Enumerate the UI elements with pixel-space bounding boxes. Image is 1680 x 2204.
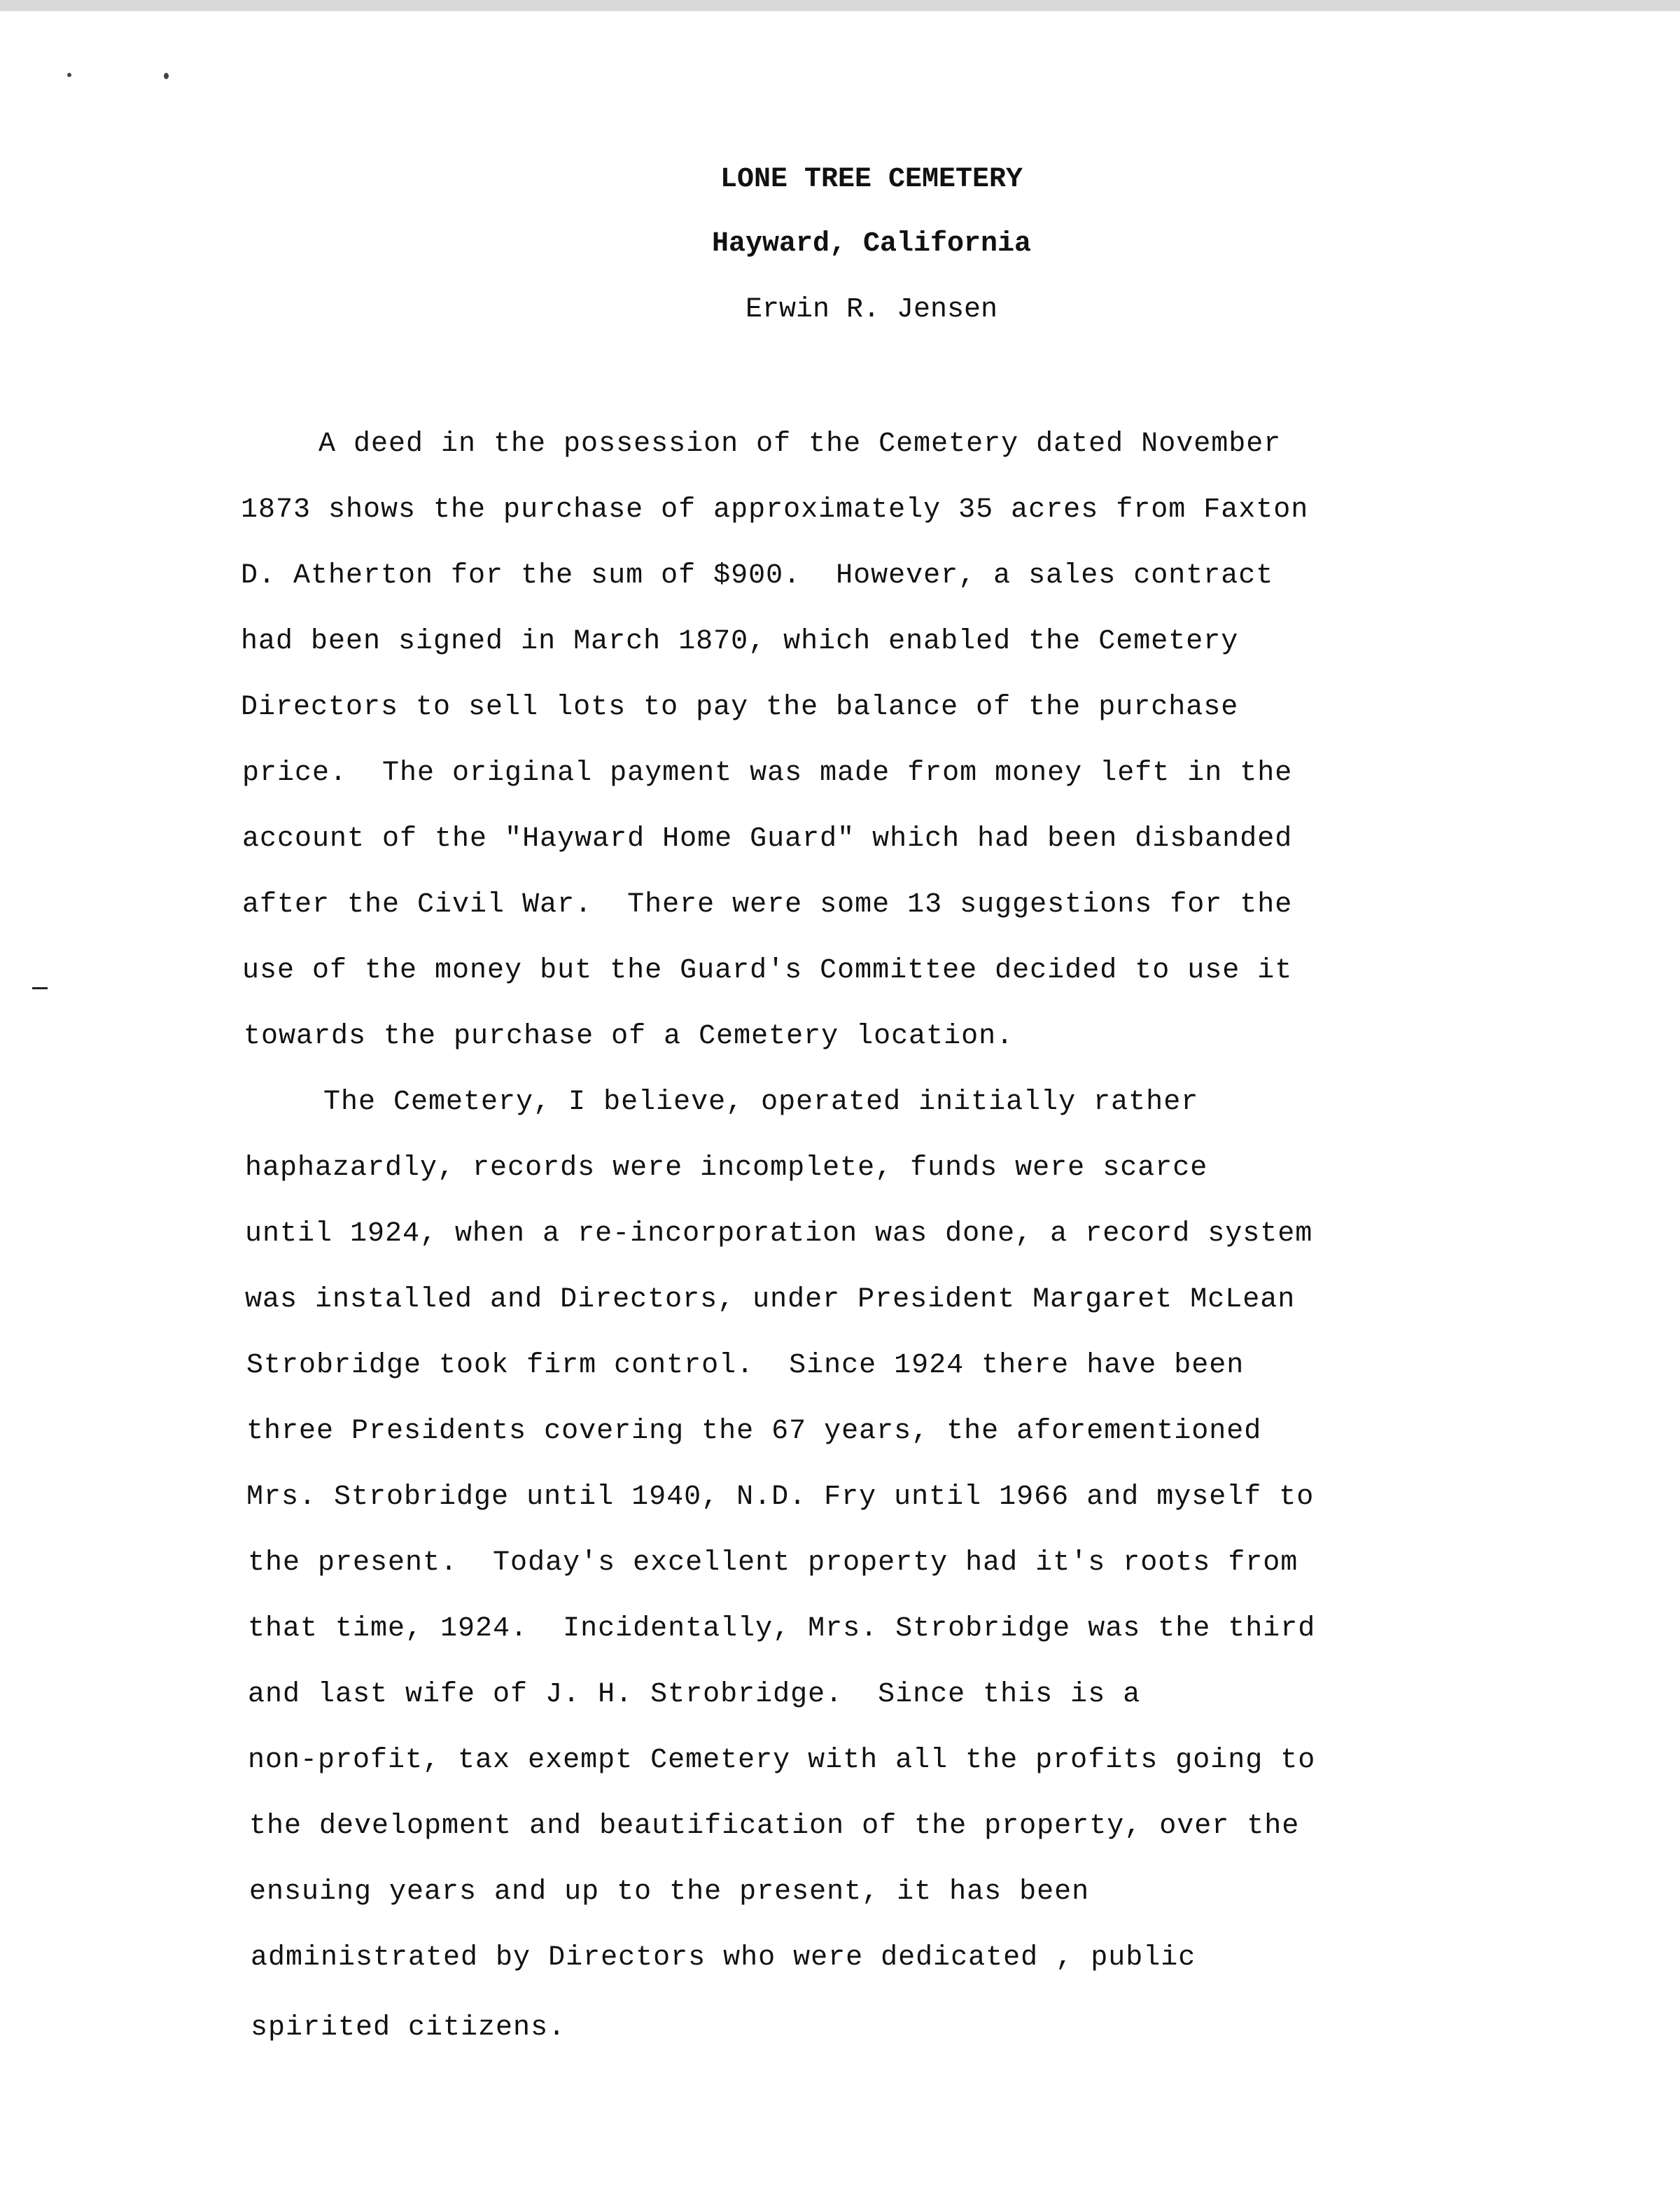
document-subtitle: Hayward, California [711, 228, 1032, 260]
paragraph-2-line: The Cemetery, I believe, operated initially rather [323, 1087, 1199, 1118]
paragraph-2-line: the present. Today's excellent property had it's roots from [248, 1547, 1298, 1579]
margin-mark [32, 987, 48, 989]
paragraph-2-line: three Presidents covering the 67 years, the aforementioned [246, 1416, 1262, 1447]
paragraph-2-line: until 1924, when a re-incorporation was done, a record system [245, 1218, 1313, 1250]
paragraph-1-line: towards the purchase of a Cemetery location. [244, 1021, 1014, 1052]
paragraph-1-line: account of the "Hayward Home Guard" which had been disbanded [242, 823, 1293, 855]
paragraph-2-line: spirited citizens. [251, 2012, 566, 2044]
paragraph-2-line: was installed and Directors, under President Margaret McLean [245, 1284, 1296, 1316]
paragraph-2-line: haphazardly, records were incomplete, funds were scarce [245, 1152, 1208, 1184]
paragraph-2-line: administrated by Directors who were dedicated , public [251, 1942, 1196, 1974]
paragraph-2-line: Strobridge took firm control. Since 1924 there have been [246, 1350, 1245, 1381]
paragraph-2-line: the development and beautification of the property, over the [249, 1811, 1300, 1842]
paragraph-2-line: non-profit, tax exempt Cemetery with all the profits going to [248, 1745, 1316, 1776]
paragraph-2-line: ensuing years and up to the present, it has been [249, 1876, 1090, 1908]
paragraph-2-line: and last wife of J. H. Strobridge. Since this is a [248, 1679, 1141, 1710]
paragraph-2-line: that time, 1924. Incidentally, Mrs. Strobridge was the third [248, 1613, 1316, 1645]
document-author: Erwin R. Jensen [745, 294, 998, 326]
paragraph-1-line: had been signed in March 1870, which enabled the Cemetery [241, 626, 1239, 657]
paragraph-1-line: price. The original payment was made from money left in the [242, 758, 1293, 789]
scan-top-edge [0, 0, 1680, 11]
paragraph-1-line: use of the money but the Guard's Committee decided to use it [242, 955, 1293, 986]
paragraph-1-line: Directors to sell lots to pay the balance of the purchase [241, 692, 1239, 723]
paragraph-1-line: D. Atherton for the sum of $900. However, a sales contract [241, 560, 1274, 592]
paragraph-1-line: 1873 shows the purchase of approximately 35 acres from Faxton [241, 494, 1309, 526]
paragraph-1-line: after the Civil War. There were some 13 suggestions for the [242, 889, 1293, 921]
paragraph-1-line: A deed in the possession of the Cemetery dated November [318, 428, 1282, 460]
scan-speck [164, 73, 169, 79]
paragraph-2-line: Mrs. Strobridge until 1940, N.D. Fry until 1966 and myself to [246, 1481, 1315, 1513]
document-title: LONE TREE CEMETERY [720, 164, 1023, 195]
scan-speck [67, 73, 71, 77]
